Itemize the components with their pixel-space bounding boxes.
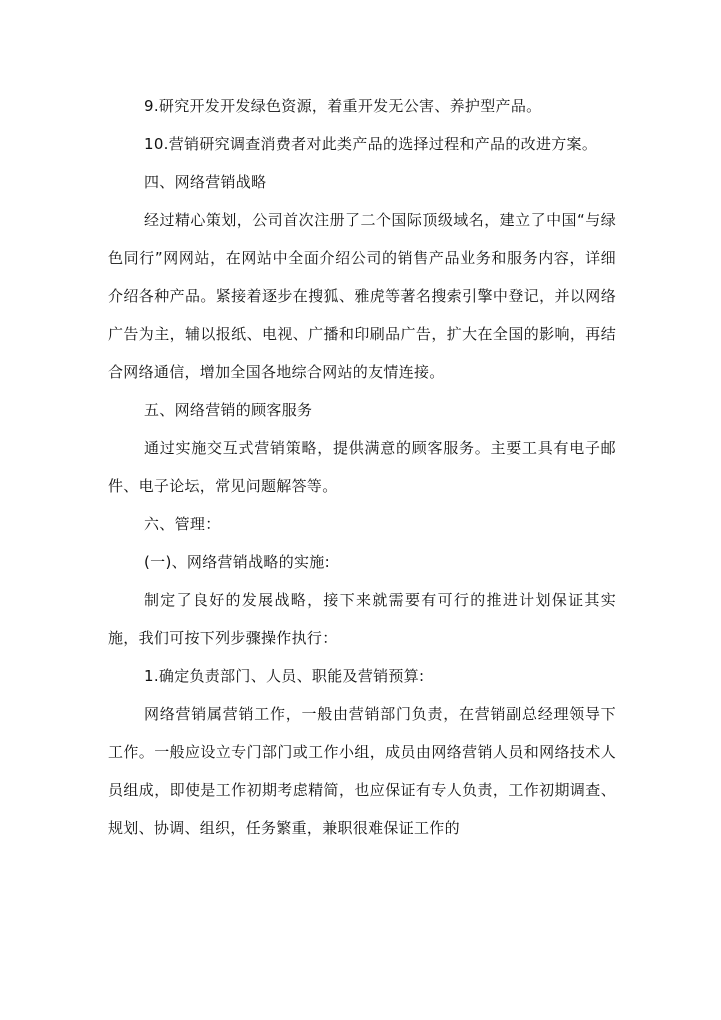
paragraph-step-1-heading: 1.确定负责部门、人员、职能及营销预算: xyxy=(144,667,425,685)
paragraph-item-10: 10.营销研究调查消费者对此类产品的选择过程和产品的改进方案。 xyxy=(144,135,598,153)
paragraph-customer-service: 通过实施交互式营销策略，提供满意的顾客服务。主要工具有电子邮件、电子论坛，常见问题解答等。 xyxy=(108,439,616,495)
paragraph-step-1-detail: 网络营销属营销工作，一般由营销部门负责，在营销副总经理领导下工作。一般应设立专门部门或工作小组，成员由网络营销人员和网络技术人员组成，即使是工作初期考虑精简，也应保证有专人负责，工作初期调查、规划、协调、组织，任务繁重，兼职很难保证工作的 xyxy=(108,705,616,837)
document-body xyxy=(108,87,616,847)
section-heading-management: 六、管理： xyxy=(144,515,221,533)
section-heading-customer-service: 五、网络营销的顾客服务 xyxy=(144,401,313,419)
paragraph-implementation-plan: 制定了良好的发展战略，接下来就需要有可行的推进计划保证其实施，我们可按下列步骤操作执行： xyxy=(108,591,616,647)
subsection-heading-strategy-implementation: (一)、网络营销战略的实施: xyxy=(144,553,330,571)
paragraph-item-9: 9.研究开发开发绿色资源，着重开发无公害、养护型产品。 xyxy=(144,97,542,115)
paragraph-strategy-detail: 经过精心策划，公司首次注册了二个国际顶级域名，建立了中国“与绿色同行”网网站，在网站中全面介绍公司的销售产品业务和服务内容，详细介绍各种产品。紧接着逐步在搜狐、雅虎等著名搜索引擎中登记，并以网络广告为主，辅以报纸、电视、广播和印刷品广告，扩大在全国的影响，再结合网络通信，增加全国各地综合网站的友情连接。 xyxy=(108,211,616,381)
section-heading-network-marketing-strategy: 四、网络营销战略 xyxy=(144,173,267,191)
